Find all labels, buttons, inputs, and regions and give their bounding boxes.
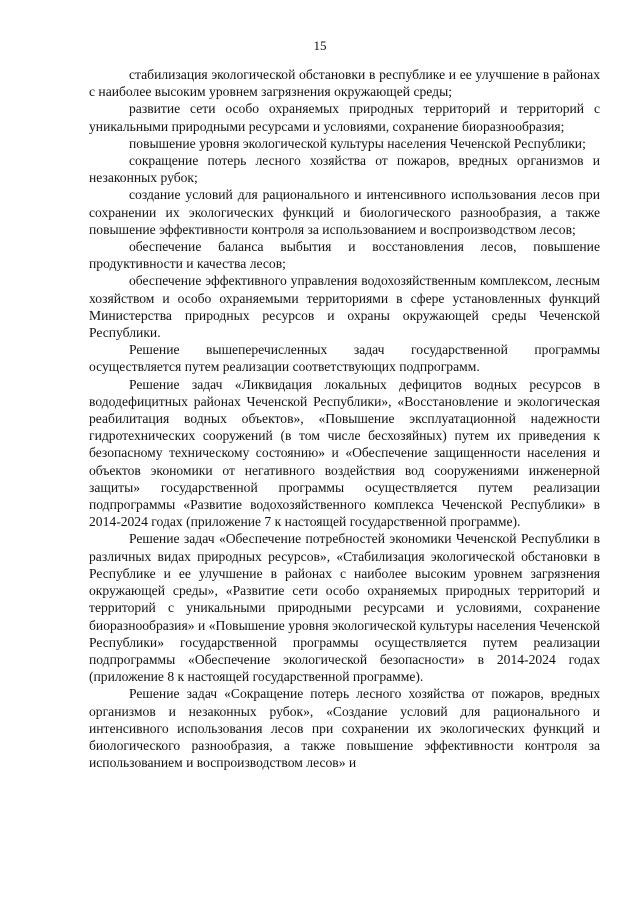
document-body bbox=[89, 66, 600, 771]
paragraph-9: Решение задач «Ликвидация локальных дефицитов водных ресурсов в вододефицитных районах Чеченской Республики», «Восстановление и экологическая реабилитация водных объектов», «Повышение эксплуатационной надежности гидротехнических сооружений (в том числе бесхозяйных) путем их приведения к безопасному техническому состоянию» и «Обеспечение защищенности населения и объектов экономики от негативного воздействия вод сооружениями инженерной защиты» государственной программы осуществляется путем реализации подпрограммы «Развитие водохозяйственного комплекса Чеченской Республики» в 2014-2024 годах (приложение 7 к настоящей государственной программе). bbox=[89, 376, 600, 530]
paragraph-10: Решение задач «Обеспечение потребностей экономики Чеченской Республики в различных видах природных ресурсов», «Стабилизация экологической обстановки в Республике и ее улучшение в районах с наиболее высоким уровнем загрязнения окружающей среды», «Развитие сети особо охраняемых природных территорий и территорий с уникальными природными ресурсами и условиями, сохранение биоразнообразия» и «Повышение уровня экологической культуры населения Чеченской Республики» государственной программы осуществляется путем реализации подпрограммы «Обеспечение экологической безопасности» в 2014-2024 годах (приложение 8 к настоящей государственной программе). bbox=[89, 531, 600, 685]
paragraph-8: Решение вышеперечисленных задач государственной программы осуществляется путем реализации соответствующих подпрограмм. bbox=[89, 342, 600, 375]
paragraph-4: сокращение потерь лесного хозяйства от пожаров, вредных организмов и незаконных рубок; bbox=[89, 153, 600, 186]
page-number: 15 bbox=[313, 38, 327, 53]
paragraph-6: обеспечение баланса выбытия и восстановления лесов, повышение продуктивности и качества лесов; bbox=[89, 239, 600, 272]
paragraph-1: стабилизация экологической обстановки в республике и ее улучшение в районах с наиболее высоким уровнем загрязнения окружающей среды; bbox=[89, 67, 600, 100]
paragraph-3: повышение уровня экологической культуры населения Чеченской Республики; bbox=[129, 135, 586, 151]
paragraph-11: Решение задач «Сокращение потерь лесного хозяйства от пожаров, вредных организмов и незаконных рубок», «Создание условий для рационального и интенсивного использования лесов при сохранении их экологических функций и биологического разнообразия, а также повышение эффективности контроля за использованием и воспроизводством лесов» и bbox=[89, 686, 600, 771]
paragraph-2: развитие сети особо охраняемых природных территорий и территорий с уникальными природными ресурсами и условиями, сохранение биоразнообразия; bbox=[89, 101, 600, 134]
paragraph-5: создание условий для рационального и интенсивного использования лесов при сохранении их экологических функций и биологического разнообразия, а также повышение эффективности контроля за использованием и воспроизводством лесов; bbox=[89, 187, 600, 237]
paragraph-7: обеспечение эффективного управления водохозяйственным комплексом, лесным хозяйством и особо охраняемыми территориями в сфере установленных функций Министерства природных ресурсов и охраны окружающей среды Чеченской Республики. bbox=[89, 273, 600, 341]
